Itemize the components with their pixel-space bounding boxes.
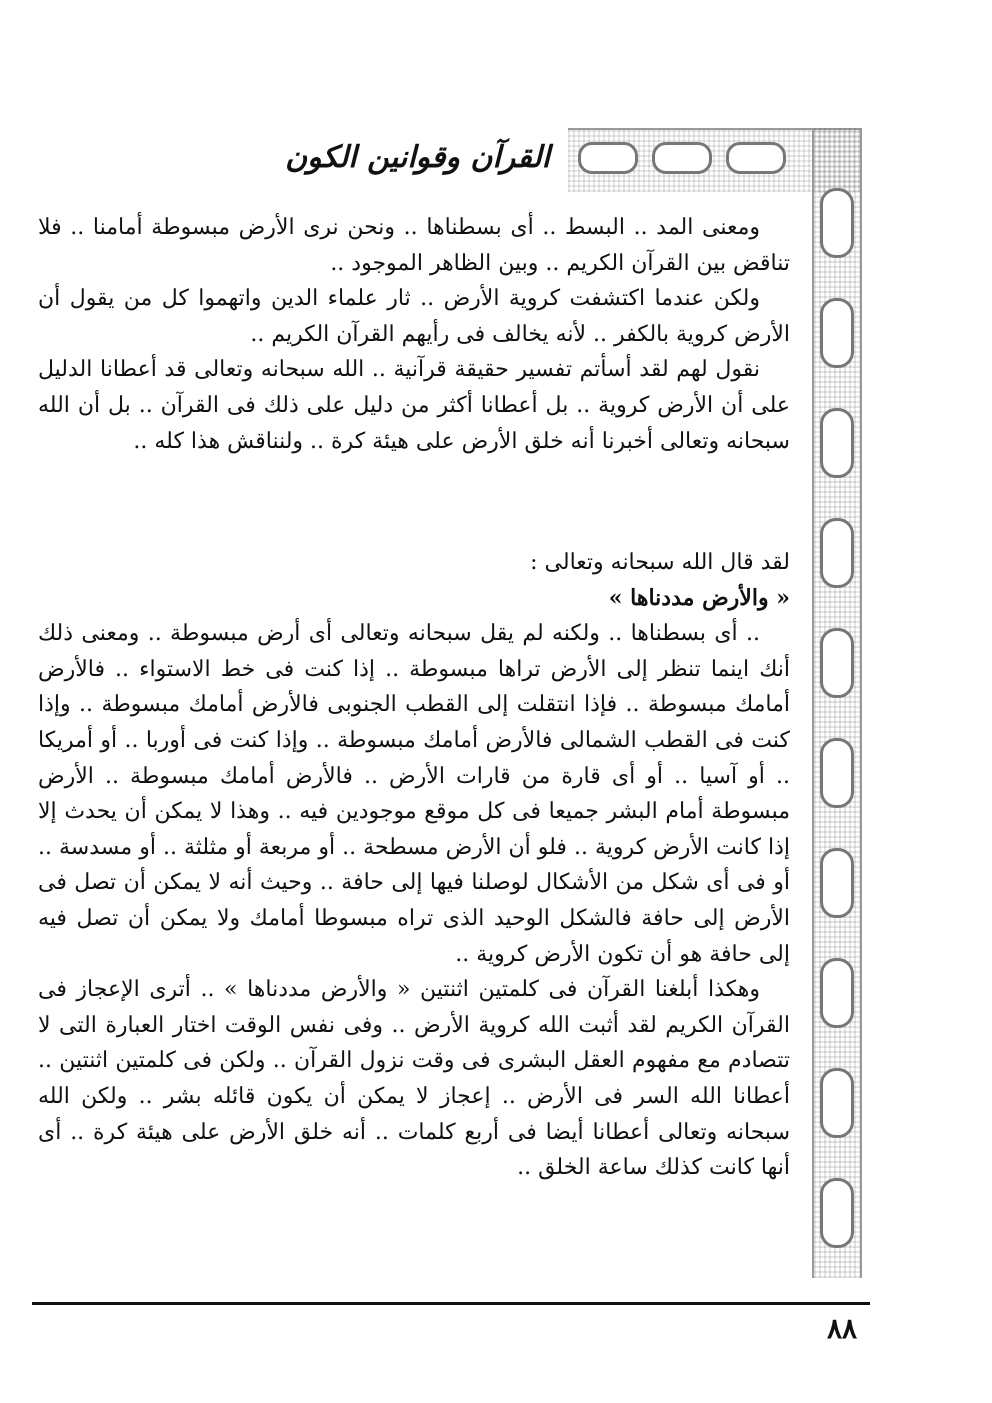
border-knot-ornament: [578, 142, 638, 174]
verse-intro: لقد قال الله سبحانه وتعالى :: [530, 550, 790, 575]
border-knot-ornament: [820, 1068, 854, 1138]
border-knot-ornament: [820, 958, 854, 1028]
border-knot-ornament: [820, 848, 854, 918]
border-knot-ornament: [820, 298, 854, 368]
paragraph: وهكذا أبلغنا القرآن فى كلمتين اثنتين « والأرض مددناها » .. أترى الإعجاز فى القرآن الكريم لقد أثبت الله كروية الأرض .. وفى نفس الوقت اختار العبارة التى لا تتصادم مع مفهوم العقل البشرى فى وقت نزول القرآن .. ولكن فى كلمتين اثنتين .. أعطانا الله السر فى الأرض .. إعجاز لا يمكن أن يكون قائله بشر .. ولكن الله سبحانه وتعالى أعطانا أيضا فى أربع كلمات .. أنه خلق الأرض على هيئة كرة .. أى أنها كانت كذلك ساعة الخلق ..: [38, 977, 790, 1181]
body-text-section-2: [38, 545, 790, 1186]
border-knot-ornament: [820, 738, 854, 808]
quranic-verse: « والأرض مددناها »: [608, 584, 790, 611]
body-text-section-1: [38, 210, 790, 459]
paragraph: نقول لهم لقد أسأتم تفسير حقيقة قرآنية .. الله سبحانه وتعالى قد أعطانا الدليل على أن الأرض كروية .. بل أعطانا أكثر من دليل على ذلك فى القرآن .. بل أن الله سبحانه وتعالى أخبرنا أنه خلق الأرض على هيئة كرة .. ولنناقش هذا كله ..: [38, 357, 790, 454]
paragraph: .. أى بسطناها .. ولكنه لم يقل سبحانه وتعالى أى أرض مبسوطة .. ومعنى ذلك أنك اينما تنظر إلى الأرض تراها مبسوطة .. إذا كنت فى خط الاستواء .. فالأرض أمامك مبسوطة .. فإذا انتقلت إلى القطب الجنوبى فالأرض أمامك مبسوطة .. وإذا كنت فى القطب الشمالى فالأرض أمامك مبسوطة .. وإذا كنت فى أوربا .. أو أمريكا .. أو آسيا .. أو أى قارة من قارات الأرض .. فالأرض أمامك مبسوطة .. الأرض مبسوطة أمام البشر جميعا فى كل موقع موجودين فيه .. وهذا لا يمكن أن يحدث إلا إذا كانت الأرض كروية .. فلو أن الأرض مسطحة .. أو مربعة أو مثلثة .. أو مسدسة .. أو فى أى شكل من الأشكال لوصلنا فيها إلى حافة .. وحيث أنه لا يمكن أن تصل فى الأرض إلى حافة فالشكل الوحيد الذى تراه مبسوطا أمامك ولا يمكن أن تصل فيه إلى حافة هو أن تكون الأرض كروية ..: [38, 621, 790, 967]
footer-divider: [32, 1302, 870, 1305]
border-knot-ornament: [652, 142, 712, 174]
border-knot-ornament: [726, 142, 786, 174]
paragraph: ومعنى المد .. البسط .. أى بسطناها .. ونحن نرى الأرض مبسوطة أمامنا .. فلا تناقض بين القرآن الكريم .. وبين الظاهر الموجود ..: [38, 215, 790, 276]
border-knot-ornament: [820, 1178, 854, 1248]
ornamental-border-right: [812, 128, 862, 1278]
border-knot-ornament: [820, 188, 854, 258]
border-knot-ornament: [820, 628, 854, 698]
border-knot-ornament: [820, 518, 854, 588]
page-title: القرآن وقوانين الكون: [285, 140, 550, 175]
page-number: ٨٨: [826, 1312, 858, 1345]
paragraph: ولكن عندما اكتشفت كروية الأرض .. ثار علماء الدين واتهموا كل من يقول أن الأرض كروية بالكفر .. لأنه يخالف فى رأيهم القرآن الكريم ..: [38, 286, 790, 347]
border-knot-ornament: [820, 408, 854, 478]
